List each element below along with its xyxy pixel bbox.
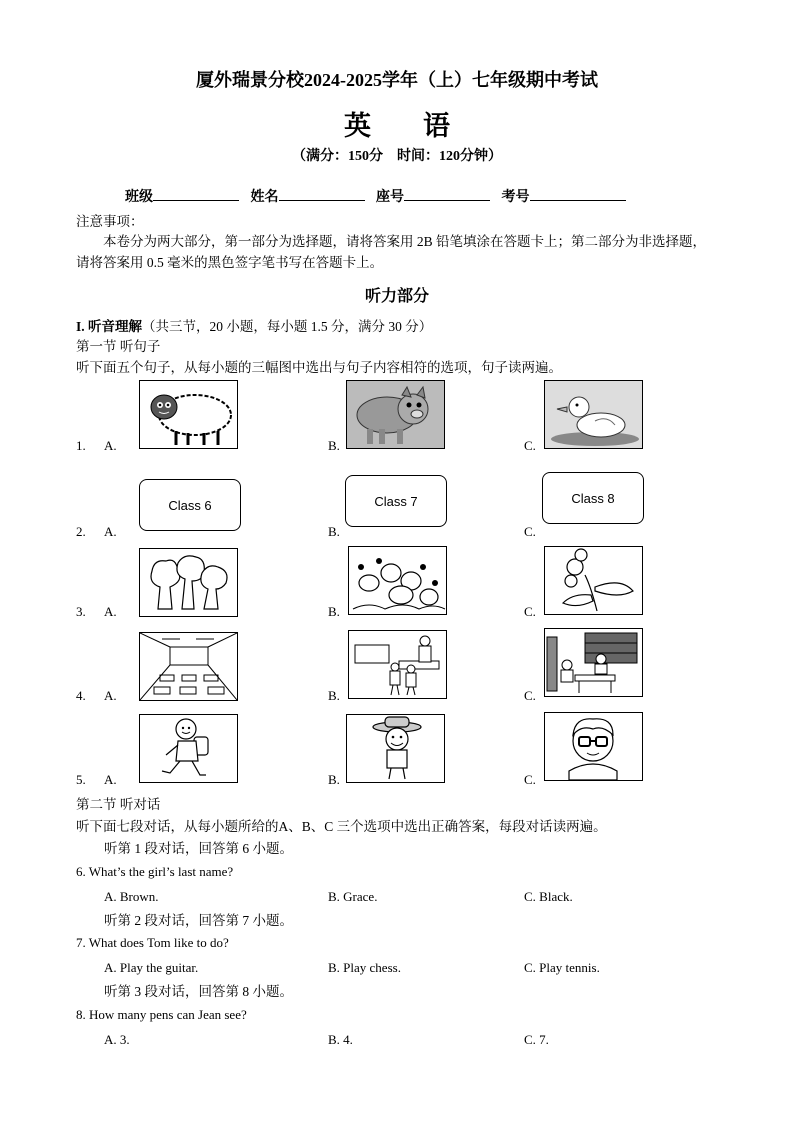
option-letter: A.: [104, 524, 117, 539]
option-b[interactable]: B. Play chess.: [328, 960, 401, 975]
student-info-fields: [125, 186, 634, 206]
field-class-blank[interactable]: [153, 186, 239, 201]
part1-info: （共三节，20 小题，每小题 1.5 分，满分 30 分）: [142, 319, 433, 334]
part1-header: [76, 315, 432, 335]
classroom-icon[interactable]: [139, 632, 238, 701]
section2-title: 第二节 听对话: [76, 797, 161, 812]
option-letter: B.: [328, 524, 340, 539]
option-letter: C.: [524, 772, 536, 787]
girl-with-backpack-icon[interactable]: [139, 714, 238, 783]
listening-heading: 听力部分: [364, 288, 429, 305]
notice-body: 本卷分为两大部分，第一部分为选择题，请将答案用 2B 铅笔填涂在答题卡上；第二部分为非选择题，请将答案用 0.5 毫米的黑色签字笔书写在答题卡上。: [76, 234, 707, 270]
option-letter: B.: [328, 688, 340, 703]
option-letter: A.: [104, 688, 117, 703]
question-number: 2.: [76, 524, 86, 539]
library-icon[interactable]: [544, 628, 643, 697]
section1-title: 第一节 听句子: [76, 339, 161, 354]
field-name-blank[interactable]: [279, 186, 365, 201]
flowers-icon[interactable]: [544, 546, 643, 615]
option-c[interactable]: C. 7.: [524, 1032, 549, 1047]
question-number: 5.: [76, 772, 86, 787]
dining-hall-icon[interactable]: [348, 630, 447, 699]
duck-icon[interactable]: [544, 380, 643, 449]
option-b[interactable]: B. Grace.: [328, 889, 378, 904]
cactus-icon[interactable]: [348, 546, 447, 615]
subject-title: 英语: [344, 111, 502, 141]
question-6: 6. What’s the girl’s last name?: [76, 864, 234, 879]
pig-icon[interactable]: [346, 380, 445, 449]
exam-title: 厦外瑞景分校2024-2025学年（上）七年级期中考试: [196, 70, 598, 90]
field-seat-label: 座号: [376, 190, 404, 205]
dialogue-intro: 听第 3 段对话，回答第 8 小题。: [104, 984, 293, 999]
field-class-label: 班级: [125, 190, 153, 205]
boy-with-hat-icon[interactable]: [346, 714, 445, 783]
notice-heading: 注意事项：: [76, 214, 144, 229]
field-exam-number-label: 考号: [501, 190, 530, 205]
option-letter: B.: [328, 604, 340, 619]
class-8-sign[interactable]: Class 8: [542, 472, 644, 524]
score-time: （满分：150分 时间：120分钟）: [292, 149, 502, 164]
question-number: 4.: [76, 688, 86, 703]
boy-with-glasses-icon[interactable]: [544, 712, 643, 781]
question-8: 8. How many pens can Jean see?: [76, 1007, 247, 1022]
question-7: 7. What does Tom like to do?: [76, 935, 229, 950]
option-letter: A.: [104, 604, 117, 619]
option-letter: C.: [524, 604, 536, 619]
option-letter: C.: [524, 688, 536, 703]
dialogue-intro: 听第 2 段对话，回答第 7 小题。: [104, 913, 293, 928]
part1-title: I. 听音理解: [76, 319, 143, 334]
option-letter: A.: [104, 438, 117, 453]
field-name-label: 姓名: [250, 190, 279, 205]
option-a[interactable]: A. Play the guitar.: [104, 960, 199, 975]
option-letter: A.: [104, 772, 117, 787]
field-seat-blank[interactable]: [404, 186, 490, 201]
question-number: 3.: [76, 604, 86, 619]
question-number: 1.: [76, 438, 86, 453]
option-letter: C.: [524, 438, 536, 453]
option-a[interactable]: A. Brown.: [104, 889, 159, 904]
option-c[interactable]: C. Play tennis.: [524, 960, 600, 975]
option-letter: B.: [328, 772, 340, 787]
section1-instruction: 听下面五个句子，从每小题的三幅图中选出与句子内容相符的选项，句子读两遍。: [76, 360, 562, 375]
section2-instruction: 听下面七段对话，从每小题所给的A、B、C 三个选项中选出正确答案，每段对话读两遍。: [76, 819, 607, 834]
option-a[interactable]: A. 3.: [104, 1032, 130, 1047]
option-letter: C.: [524, 524, 536, 539]
sheep-icon[interactable]: [139, 380, 238, 449]
dialogue-intro: 听第 1 段对话，回答第 6 小题。: [104, 841, 293, 856]
trees-icon[interactable]: [139, 548, 238, 617]
class-7-sign[interactable]: Class 7: [345, 475, 447, 527]
option-c[interactable]: C. Black.: [524, 889, 573, 904]
field-exam-number-blank[interactable]: [530, 186, 626, 201]
class-6-sign[interactable]: Class 6: [139, 479, 241, 531]
option-letter: B.: [328, 438, 340, 453]
option-b[interactable]: B. 4.: [328, 1032, 353, 1047]
